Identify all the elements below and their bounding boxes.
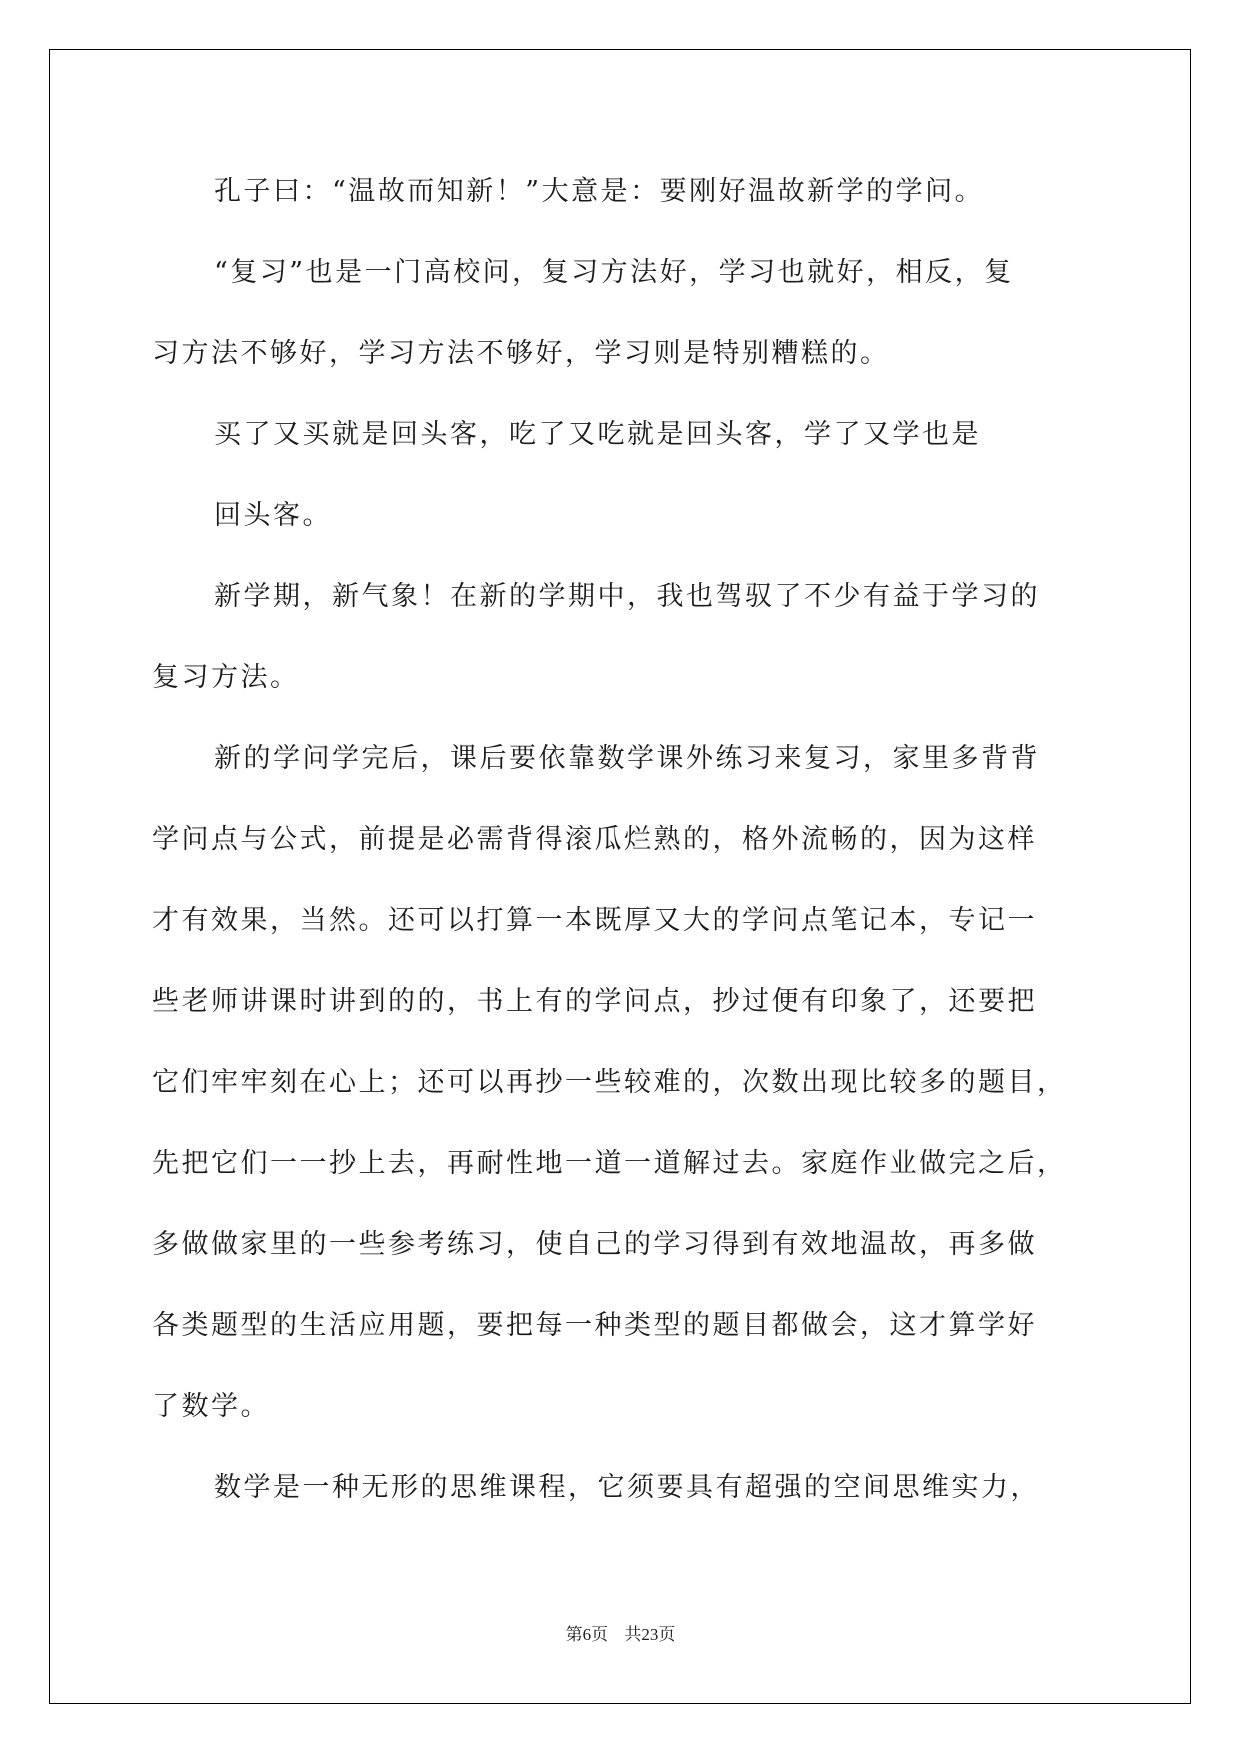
text-line: 新学期，新气象！在新的学期中，我也驾驭了不少有益于学习的 <box>214 581 1040 612</box>
text-line: “复习”也是一门高校问，复习方法好，学习也就好，相反，复 <box>214 257 1014 288</box>
text-line: 才有效果，当然。还可以打算一本既厚又大的学问点笔记本，专记一 <box>152 905 1037 936</box>
text-line: 些老师讲课时讲到的的，书上有的学问点，抄过便有印象了，还要把 <box>152 986 1037 1017</box>
current-page-number: 第6页 <box>565 1625 609 1644</box>
text-line: 孔子曰：“温故而知新！”大意是：要刚好温故新学的学问。 <box>214 176 985 207</box>
text-line: 学问点与公式，前提是必需背得滚瓜烂熟的，格外流畅的，因为这样 <box>152 824 1037 855</box>
text-line: 先把它们一一抄上去，再耐性地一道一道解过去。家庭作业做完之后， <box>152 1148 1067 1179</box>
text-line: 了数学。 <box>152 1391 270 1422</box>
page-border <box>49 49 1191 1704</box>
text-line: 数学是一种无形的思维课程，它须要具有超强的空间思维实力， <box>214 1472 1040 1503</box>
text-line: 回头客。 <box>214 500 332 531</box>
text-line: 新的学问学完后，课后要依靠数学课外练习来复习，家里多背背 <box>214 743 1040 774</box>
text-line: 多做做家里的一些参考练习，使自己的学习得到有效地温故，再多做 <box>152 1229 1037 1260</box>
text-line: 复习方法。 <box>152 662 300 693</box>
text-line: 它们牢牢刻在心上；还可以再抄一些较难的，次数出现比较多的题目， <box>152 1067 1067 1098</box>
text-line: 各类题型的生活应用题，要把每一种类型的题目都做会，这才算学好 <box>152 1310 1037 1341</box>
text-line: 买了又买就是回头客，吃了又吃就是回头客，学了又学也是 <box>214 419 981 450</box>
text-line: 习方法不够好，学习方法不够好，学习则是特别糟糕的。 <box>152 338 890 369</box>
page-footer <box>0 1620 1241 1645</box>
total-page-count: 共23页 <box>624 1625 676 1644</box>
